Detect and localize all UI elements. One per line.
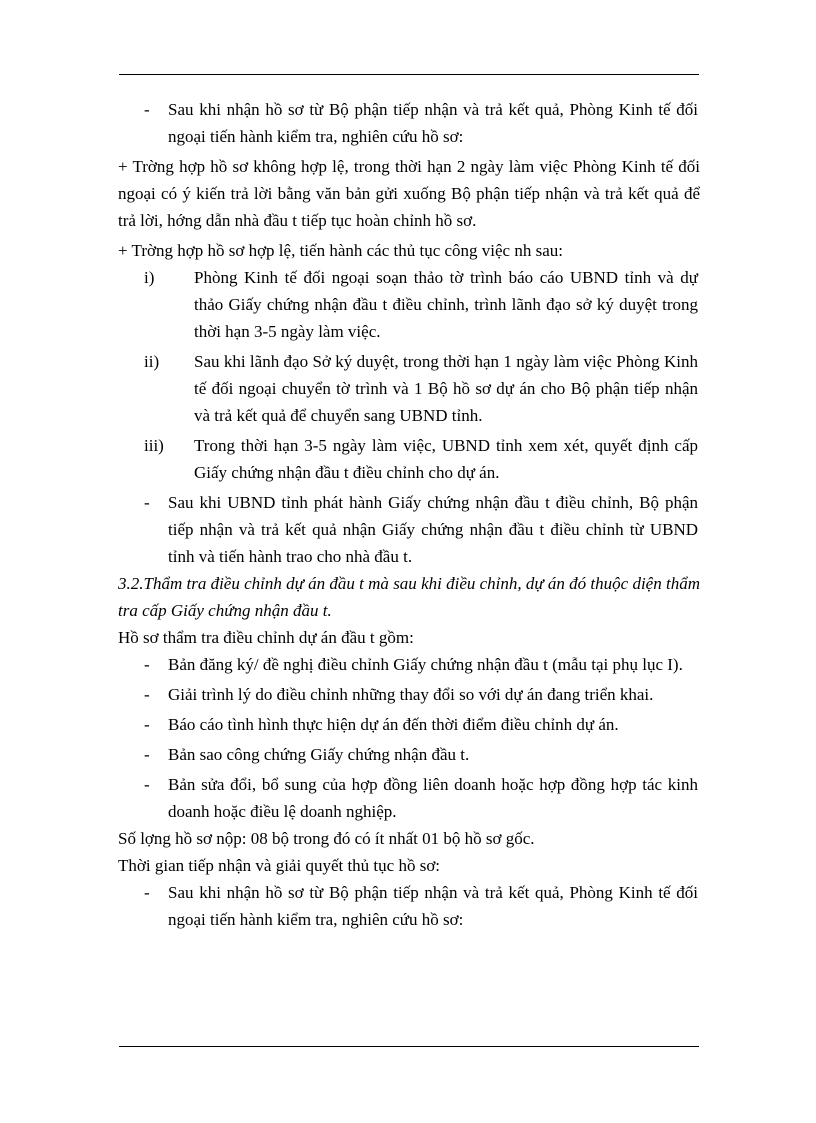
list-marker: ii)	[144, 352, 160, 371]
dash-item	[118, 771, 700, 825]
item-text: Báo cáo tình hình thực hiện dự án đến thời điểm điều chỉnh dự án.	[168, 715, 619, 734]
item-text: Phòng Kinh tế đối ngoại soạn thảo tờ trình báo cáo UBND tỉnh và dự thảo Giấy chứng nhận đầu t điều chỉnh, trình lãnh đạo sở ký duyệt trong thời hạn 3-5 ngày làm việc.	[194, 268, 698, 341]
list-marker: -	[144, 685, 150, 704]
paragraph: Thời gian tiếp nhận và giải quyết thủ tục hồ sơ:	[118, 856, 441, 875]
roman-item	[118, 348, 700, 429]
list-marker: -	[144, 745, 150, 764]
footer-rule	[119, 1046, 699, 1047]
dash-item	[118, 711, 700, 738]
roman-item	[118, 432, 700, 486]
paragraph: + Trờng hợp hồ sơ không hợp lệ, trong thời hạn 2 ngày làm việc Phòng Kinh tế đối ngoại có ý kiến trả lời bằng văn bản gửi xuống Bộ phận tiếp nhận và trả kết quả để trả lời, hớng dẫn nhà đầu t tiếp tục hoàn chỉnh hồ sơ.	[118, 157, 700, 230]
list-marker: i)	[144, 268, 155, 287]
item-text: Sau khi nhận hồ sơ từ Bộ phận tiếp nhận và trả kết quả, Phòng Kinh tế đối ngoại tiến hành kiểm tra, nghiên cứu hồ sơ:	[168, 100, 698, 146]
item-text: Giải trình lý do điều chỉnh những thay đổi so với dự án đang triển khai.	[168, 685, 654, 704]
dash-item	[118, 96, 700, 150]
item-text: Sau khi lãnh đạo Sở ký duyệt, trong thời hạn 1 ngày làm việc Phòng Kinh tế đối ngoại chuyển tờ trình và 1 Bộ hồ sơ dự án cho Bộ phận tiếp nhận và trả kết quả để chuyển sang UBND tỉnh.	[194, 352, 698, 425]
dash-item	[118, 681, 700, 708]
dash-item	[118, 651, 700, 678]
section-heading: 3.2.Thẩm tra điều chỉnh dự án đầu t mà sau khi điều chỉnh, dự án đó thuộc diện thẩm tra cấp Giấy chứng nhận đầu t.	[118, 574, 700, 620]
list-marker: iii)	[144, 436, 164, 455]
list-marker: -	[144, 655, 150, 674]
paragraph: Hồ sơ thẩm tra điều chỉnh dự án đầu t gồm:	[118, 628, 414, 647]
list-marker: -	[144, 493, 150, 512]
roman-item	[118, 264, 700, 345]
item-text: Sau khi nhận hồ sơ từ Bộ phận tiếp nhận và trả kết quả, Phòng Kinh tế đối ngoại tiến hành kiểm tra, nghiên cứu hồ sơ:	[168, 883, 698, 929]
list-marker: -	[144, 775, 150, 794]
list-marker: -	[144, 883, 150, 902]
item-text: Bản đăng ký/ đề nghị điều chỉnh Giấy chứng nhận đầu t (mẫu tại phụ lục I).	[168, 655, 683, 674]
header-rule	[119, 74, 699, 75]
list-marker: -	[144, 100, 150, 119]
item-text: Sau khi UBND tỉnh phát hành Giấy chứng nhận đầu t điều chỉnh, Bộ phận tiếp nhận và trả kết quả nhận Giấy chứng nhận đầu t điều chỉnh từ UBND tỉnh và tiến hành trao cho nhà đầu t.	[168, 493, 698, 566]
item-text: Trong thời hạn 3-5 ngày làm việc, UBND tỉnh xem xét, quyết định cấp Giấy chứng nhận đầu t điều chỉnh cho dự án.	[194, 436, 698, 482]
paragraph: Số lợng hồ sơ nộp: 08 bộ trong đó có ít nhất 01 bộ hồ sơ gốc.	[118, 829, 535, 848]
document-body	[118, 96, 700, 933]
dash-item	[118, 879, 700, 933]
dash-item	[118, 489, 700, 570]
dash-item	[118, 741, 700, 768]
item-text: Bản sửa đổi, bổ sung của hợp đồng liên doanh hoặc hợp đồng hợp tác kinh doanh hoặc điều lệ doanh nghiệp.	[168, 775, 698, 821]
item-text: Bản sao công chứng Giấy chứng nhận đầu t.	[168, 745, 470, 764]
list-marker: -	[144, 715, 150, 734]
paragraph: + Trờng hợp hồ sơ hợp lệ, tiến hành các thủ tục công việc nh sau:	[118, 241, 563, 260]
